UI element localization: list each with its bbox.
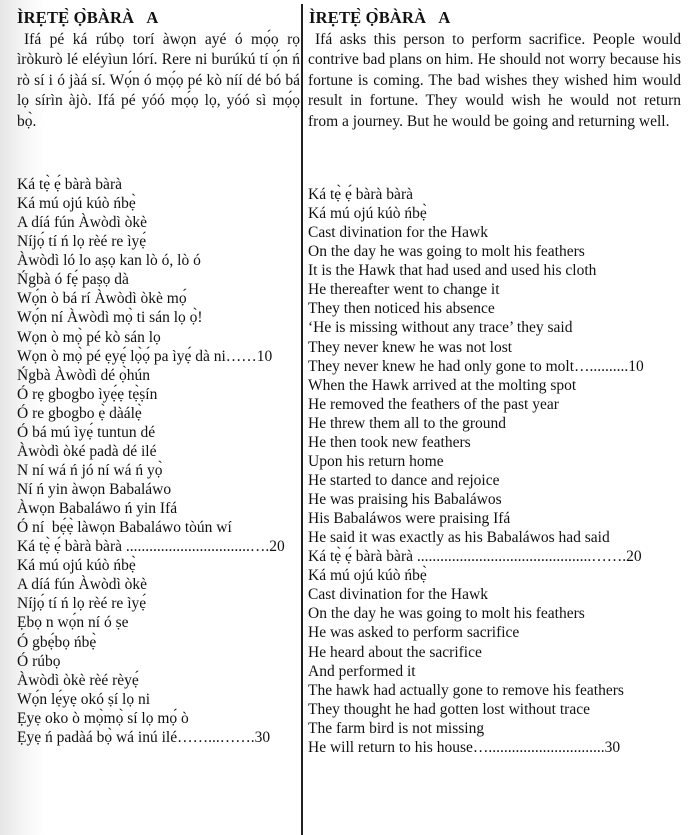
verse-line: ‘He is missing without any trace’ they said [308, 319, 573, 337]
verse-line: Wọ́n ní Àwòdì mọ̀ ti sán lọ ọ̀! [17, 309, 203, 327]
verse-line: He heard about the sacrifice [308, 643, 482, 661]
verse-line: Ó gbẹ́bọ ńbẹ̀ [17, 633, 97, 651]
verse-line: Àwọn Babaláwo ń yin Ifá [17, 500, 178, 518]
verse-line-numbered: He will return to his house…..............................30 [308, 738, 621, 756]
verse-line: The farm bird is not missing [308, 719, 485, 737]
verse-line: The hawk had actually gone to remove his feathers [308, 681, 624, 699]
verse-line: Ńgbà ó fẹ́ paṣọ dà [17, 271, 129, 289]
verse-line: Àwòdì òkè rèé rèyẹ́ [17, 671, 139, 689]
verse-line: On the day he was going to molt his feathers [308, 243, 585, 261]
verse-line: Cast divination for the Hawk [308, 224, 488, 242]
verse-line-numbered: They never knew he had only gone to molt…..........10 [308, 357, 644, 375]
verse-line: His Babaláwos were praising Ifá [308, 510, 511, 528]
verse-line: They thought he had gotten lost without trace [308, 700, 590, 718]
verse-line: Upon his return home [308, 452, 444, 470]
verse-line: N ní wá ń jó ní wá ń yọ̀ [17, 461, 163, 479]
verse-line: Ká mú ojú kúò ńbẹ̀ [308, 567, 427, 585]
verse-line: Àwòdì ló lo aṣọ kan lò ó, lò ó [17, 252, 201, 270]
verse-line: On the day he was going to molt his feathers [308, 605, 585, 623]
verse-line: He thereafter went to change it [308, 281, 500, 299]
yoruba-column [0, 0, 302, 835]
verse-line: Cast divination for the Hawk [308, 586, 488, 604]
verse-line: A díá fún Àwòdì òkè [17, 576, 148, 594]
verse-line: Wọ́n lẹ́yẹ okó ṣí lọ ni [17, 690, 151, 708]
english-intro-paragraph: Ifá asks this person to perform sacrifice. People would contrive bad plans on him. He should not worry because his fortune is coming. The bad wishes they wished him would result in fortune. They would wish he would not return from a journey. But he would be going and returning well. [308, 31, 681, 130]
verse-line: Ńgbà Àwòdì dé ọ̀hún [17, 366, 151, 384]
verse-line: Ó re gbogbo ẹ̀ dàálẹ̀ [17, 404, 142, 422]
english-heading: ÌRẸTẸ̀ Ọ̀BÀRÀ A [309, 8, 451, 27]
english-verse-list [308, 185, 644, 757]
verse-line: Ká tẹ̀ ẹ́ bàrà bàrà [17, 176, 122, 193]
verse-line: Níjọ́ tí ń lọ rèé re ìyẹ́ [17, 233, 147, 251]
verse-line-numbered: Ká tẹ̀ ẹ́ bàrà bàrà ................................….20 [17, 538, 285, 556]
verse-line: It is the Hawk that had used and used his cloth [308, 262, 597, 280]
verse-line: They then noticed his absence [308, 300, 495, 318]
verse-line: When the Hawk arrived at the molting spot [308, 376, 577, 394]
verse-line: Ká mú ojú kúò ńbẹ̀ [17, 195, 136, 213]
verse-line: He threw them all to the ground [308, 414, 507, 432]
verse-line: He said it was exactly as his Babaláwos had said [308, 529, 610, 547]
english-column [303, 0, 688, 835]
verse-line: He removed the feathers of the past year [308, 395, 559, 413]
verse-line: Ká mú ojú kúò ńbẹ̀ [17, 557, 136, 575]
verse-line: He started to dance and rejoice [308, 471, 500, 489]
verse-line: Wọ́n ò bá rí Àwòdì òkè mọ́ [17, 290, 187, 308]
verse-line: Ó bá mú ìyẹ́ tuntun dé [17, 423, 156, 441]
verse-line: Ẹbọ n wọ́n ní ó ṣe [17, 614, 129, 632]
verse-line: Àwòdì òké padà dé ilé [17, 442, 157, 460]
verse-line: And performed it [308, 662, 416, 680]
verse-line: He was praising his Babaláwos [308, 491, 502, 508]
verse-line: He then took new feathers [308, 433, 471, 451]
verse-line: Ó rẹ gbogbo ìyẹ́ẹ tẹ̀ṣín [17, 385, 158, 403]
verse-line-numbered: Ẹyẹ ń padàá bọ̀ wá inú ilé……...…….30 [17, 728, 271, 746]
yoruba-intro-paragraph: Ifá pé ká rúbọ torí àwọn ayé ó mọ́ọ rọ ìròkurò lé eléyìun lórí. Rere ni burúkú tí ọ́n ń rò sí i ó jàá sí. Wọ́n ó mọ́ọ pé kò níí dé bó bá lọ sírìn àjò. Ifá pé yóó mọ́ọ lọ, yóó sì mọ́ọ bọ̀. [17, 31, 300, 130]
verse-line-numbered: Ká tẹ̀ ẹ́ bàrà bàrà .............................................…….20 [308, 548, 642, 566]
verse-line: Ká mú ojú kúò ńbẹ̀ [308, 205, 427, 223]
yoruba-verse-list [17, 175, 285, 747]
verse-line: Wọn ò mọ̀ pé kò sán lọ [17, 328, 161, 346]
verse-line-numbered: Wọn ò mọ̀ pé ẹyẹ́ lọ̀ọ́ pa ìyẹ́ dà ni……10 [17, 347, 273, 365]
verse-line: Ká tẹ̀ ẹ́ bàrà bàrà [308, 186, 413, 203]
verse-line: A díá fún Àwòdì òkè [17, 214, 148, 232]
verse-line: He was asked to perform sacrifice [308, 624, 520, 642]
verse-line: Níjọ́ tí ń lọ rèé re ìyẹ́ [17, 595, 147, 613]
verse-line: Ẹyẹ oko ò mọ̀mọ̀ sí lọ mọ́ ò [17, 709, 189, 727]
verse-line: Ó ní bẹ́ẹ̀ làwọn Babaláwo tòún wí [17, 519, 232, 537]
verse-line: Ní ń yin àwọn Babaláwo [17, 481, 172, 498]
yoruba-heading: ÌRẸTẸ̀ Ọ̀BÀRÀ A [17, 8, 159, 27]
verse-line: They never knew he was not lost [308, 338, 513, 356]
verse-line: Ó rúbọ [17, 652, 61, 670]
